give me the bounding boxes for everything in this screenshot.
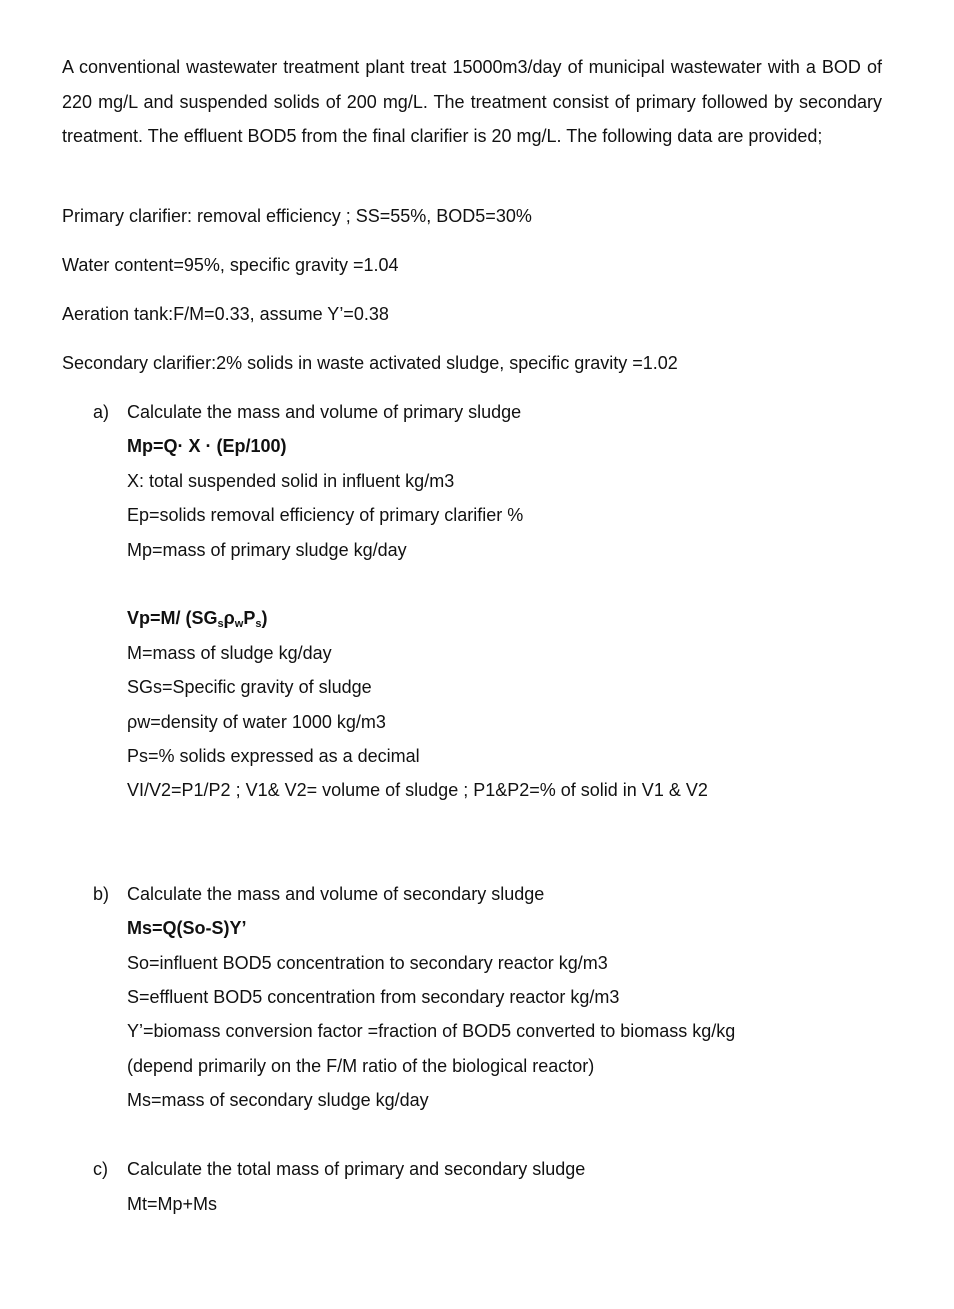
definition-ps: Ps=% solids expressed as a decimal [127, 746, 420, 766]
part-c-title: Calculate the total mass of primary and secondary sludge [127, 1159, 586, 1179]
definition-s: S=effluent BOD5 concentration from secondary reactor kg/m3 [127, 987, 620, 1007]
part-a-title: Calculate the mass and volume of primary sludge [127, 402, 522, 422]
part-b-title: Calculate the mass and volume of secondary sludge [127, 884, 545, 904]
definition-y-prime: Y’=biomass conversion factor =fraction of BOD5 converted to biomass kg/kg [127, 1021, 736, 1041]
aeration-tank-data: Aeration tank:F/M=0.33, assume Y’=0.38 [62, 304, 389, 324]
definition-mp: Mp=mass of primary sludge kg/day [127, 540, 407, 560]
total-sludge-formula: Mt=Mp+Ms [127, 1194, 218, 1214]
primary-sludge-volume-formula: Vp=M/ $(SG_s\rho_wP_s)$ [127, 608, 268, 630]
definition-ep: Ep=solids removal efficiency of primary clarifier % [127, 505, 524, 525]
volume-ratio-relation: VI/V2=P1/P2 ; V1& V2= volume of sludge ; P1&P2=% of solid in V1 & V2 [127, 780, 708, 800]
definition-m: M=mass of sludge kg/day [127, 643, 332, 663]
primary-clarifier-data: Primary clarifier: removal efficiency ; SS=55%, BOD5=30% [62, 206, 532, 226]
primary-sludge-mass-formula: Mp=Q· X · (Ep/100) [127, 436, 287, 456]
problem-statement: A conventional wastewater treatment plant treat 15000m3/day of municipal wastewater with a BOD of 220 mg/L and suspended solids of 200 mg/L. The treatment consist of primary followed by secondary treatment. The effluent BOD5 from the final clarifier is 20 mg/L. The following data are provided; [62, 57, 882, 146]
secondary-clarifier-data: Secondary clarifier:2% solids in waste activated sludge, specific gravity =1.02 [62, 353, 678, 373]
definition-y-prime-note: (depend primarily on the F/M ratio of the biological reactor) [127, 1056, 595, 1076]
part-b-marker: b) [93, 884, 110, 904]
definition-sgs: SGs=Specific gravity of sludge [127, 677, 372, 697]
definition-ms: Ms=mass of secondary sludge kg/day [127, 1090, 429, 1110]
part-a-marker: a) [93, 402, 110, 422]
secondary-sludge-mass-formula: Ms=Q(So-S)Y’ [127, 918, 247, 938]
definition-rho-w: ρw=density of water 1000 kg/m3 [127, 712, 386, 732]
part-c-marker: c) [93, 1159, 108, 1179]
definition-so: So=influent BOD5 concentration to secondary reactor kg/m3 [127, 953, 608, 973]
definition-x: X: total suspended solid in influent kg/m3 [127, 471, 455, 491]
water-content-data: Water content=95%, specific gravity =1.04 [62, 255, 399, 275]
